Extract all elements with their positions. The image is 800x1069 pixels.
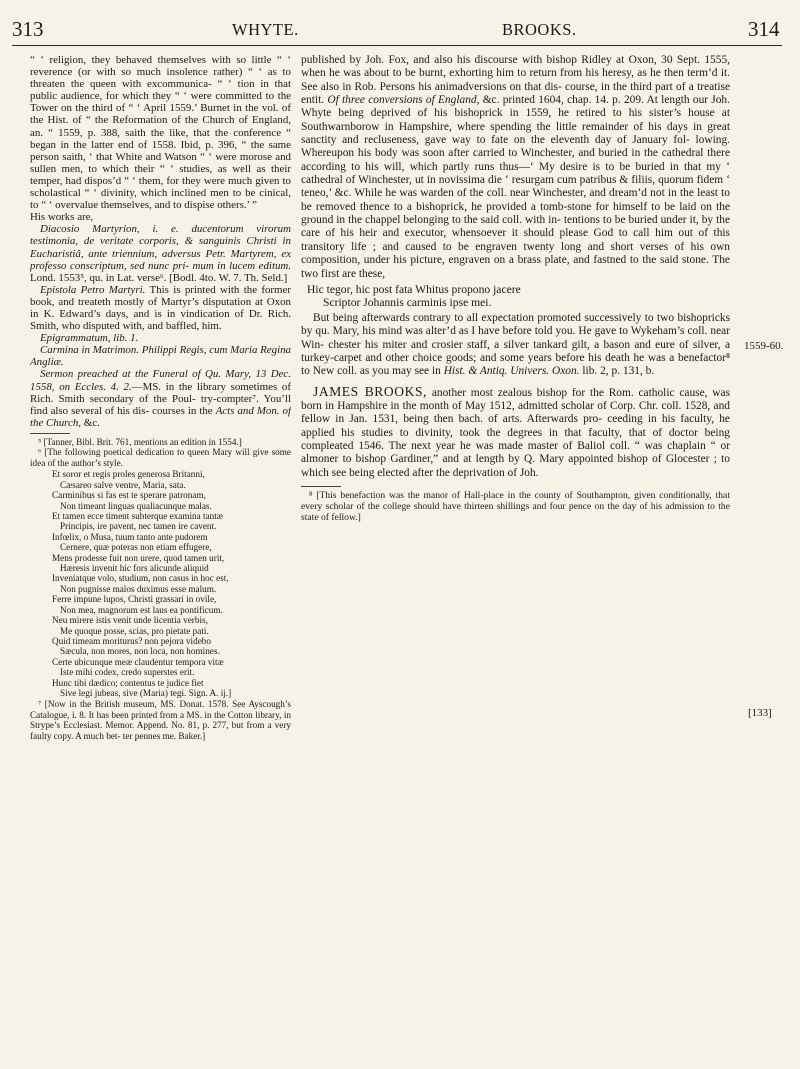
quote-paragraph: “ ‘ religion, they behaved themselves with so little “ ‘ reverence (or with so much insolence rather) “ ‘ as to threaten the queen with excommunica- “ ‘ tion in that public audience, for which they “ ‘ were committed to the Tower on the third of “ ‘ April 1559.’ Burnet in the vol. of the Hist. of “ the Reformation of the Church of England, an. “ 1559, p. 388, saith the like, that the conference “ began in the latter end of 1558. Ibid, p. 396, “ the same person saith, ‘ that White and Watson “ ‘ were morose and sullen men, to which their “ ‘ studies, as well as their temper, had dispos’d “ ‘ them, for they were much given to scholastical “ ‘ divinity, which inclined men to be cinical, to “ ‘ overvalue themselves, and to dispise others.’ ” — [30, 54, 291, 212]
margin-folio: [133] — [748, 707, 772, 719]
footnote-6: ⁶ [The following poetical dedication to queen Mary will give some idea of the author’s style. — [30, 447, 291, 468]
poem-line: Principis, ire pavent, nec tamen ire cavent. — [60, 521, 217, 532]
text: But being afterwards contrary to all expectation promoted successively to two bishopricks by qu. Mary, his mind was alter’d as I have before told you. He gave to Wykeham’s coll. near Win- chester his miter and crosier staff, a silver tankard gilt, a bason and eure of silver, a turkey-carpet and other choice goods; and some years before his death he was a benefactor⁸ to New coll. as you may see in — [301, 311, 730, 378]
right-column — [301, 54, 730, 1064]
verse-line: Scriptor Johannis carminis ipse mei. — [323, 295, 492, 309]
work-end: &c. — [83, 416, 100, 429]
work-epistola — [30, 284, 291, 332]
footnote-5: ⁵ [Tanner, Bibl. Brit. 761, mentions an edition in 1554.] — [38, 436, 242, 447]
page-number-left: 313 — [12, 17, 44, 41]
poem-line: Me quoque posse, scias, pro pietate pati. — [60, 625, 209, 636]
epitaph-verse — [307, 283, 730, 309]
text: &c. printed 1604, chap. 14. p. 209. At length our Joh. Whyte being deprived of his bishoprick in 1559, he retired to his sister’s house at Southwarnborow in Hampshire, where spending the little remainder of his days in great sanctity and recluseness, gave way to fate on the eleventh day of January fol- lowing. Whereupon his body was soon after carried to Winchester, and buried in the cathedral there according to his will, which partly runs thus—‘ My desire is to be buried in that my ‘ cathedral of Winchester, ut in novissima die ‘ resurgam cum patribus & filiis, quorum fidem ‘ teneo,’ &c. While he was warden of the coll. near Winchester, and dream’d not in the least to be removed thence to a bishoprick, he provided a tomb-stone for himself to be laid on the ground in the chappel belonging to the said coll. with in- tentions to be buried under it, by the care of his heir and executor, whensoever it should please God to call him out of this transitory life ; and caused to be engraven twenty long and short verses of his own composition, under his picture, engraven on a brass plate, and fastned to the said stone. The two first are these, — [301, 94, 730, 280]
running-head-right: BROOKS. — [502, 20, 577, 39]
work-title: Diacosio Martyrion, i. e. ducentorum virorum testimonia, de veritate corporis, & sanguinis Christi in Eucharistiâ, ante triennium, adversus Petr. Martyrem, ex professo conscriptum, sed nunc pri- mum in lucem editum. — [30, 223, 291, 272]
poem-line: Sive legi jubeas, sive (Maria) tegi. Sign. A. ij.] — [60, 687, 232, 698]
text: lib. 2, p. 131, b. — [582, 365, 655, 378]
work-date: 13 Dec. 1558, on Eccles. 4. 2. — [30, 368, 291, 393]
poem-line: Et tamen ecce timent subterque examina tantæ — [52, 511, 223, 522]
left-column — [30, 54, 291, 1064]
footnote-8: ⁸ [This benefaction was the manor of Hall-place in the county of Southampton, given conditionally, that every scholar of the college should have thirteen shillings and four pence on the day of his admission to the state of fellow.] — [301, 489, 730, 523]
poem-line: Non timeant linguas qualiacunque malas. — [60, 500, 212, 511]
poem-line: Neu mirere istis venit unde licentia verbis, — [52, 615, 208, 626]
poem-line: Inveniatque volo, studium, non casus in hoc est, — [52, 573, 229, 584]
work-carmina — [30, 344, 291, 368]
poem-line: Infœlix, o Musa, tuum tanto ante pudorem — [52, 531, 208, 542]
paragraph-whyte-death — [301, 54, 730, 281]
paragraph-brooks — [301, 385, 730, 480]
text: another most zealous bishop for the Rom. catholic cause, was born in Hampshire in the month of May 1512, admitted scholar of Corp. Chr. coll. 1528, and fellow in Jan. 1531, being then bach. of arts. Afterwards pro- ceeding in his faculty, he applied his studies to divinity, took the degrees in that faculty, that of doctor being compleated 1546. The next year he was made master of Baliol coll. “ was chaplain “ or almoner to bishop Gardiner,” and at length by Q. Mary appointed bishop of Glocester ; to which see being elected after the deprivation of Joh. — [301, 386, 730, 479]
entry-name: JAMES BROOKS, — [313, 383, 428, 399]
work-title: Epigrammatum, lib. 1. — [40, 332, 139, 345]
verse-line: Hic tegor, hic post fata Whitus propono jacere — [307, 282, 521, 296]
work-reference: Hist. & Antiq. Univers. Oxon. — [443, 365, 580, 378]
poem-line: Sæcula, non mores, non loca, non homines. — [60, 646, 220, 657]
work-details: —MS. in the library sometimes of Rich. Smith secondary of the Poul- try-compter⁷. You’ll find also several of his dis- courses in the — [30, 380, 291, 417]
running-head-left: WHYTE. — [232, 20, 299, 39]
poem-line: Cæsareo salve ventre, Maria, sata. — [60, 479, 186, 490]
work-details: Lond. 1553⁵, qu. in Lat. verse⁶. [Bodl. 4to. W. 7. Th. Seld.] — [30, 271, 288, 284]
poem-line: Et soror et regis proles generosa Britanni, — [52, 469, 205, 480]
poem-line: Non mea, magnorum est laus ea pontificum. — [60, 604, 223, 615]
work-sermon — [30, 368, 291, 428]
text: published by Joh. Fox, and also his discourse with bishop Ridley at Oxon, 30 Sept. 1555, when he was about to be burnt, exhorting him to return from his heresy, as he then term’d it. See also in Rob. Persons his animadversions on that dis- course, in the third part of a treatise entit. — [301, 54, 730, 107]
poem-line: Iste mihi codex, credo superstes erit. — [60, 667, 195, 678]
poem-line: Hæresis invenit hic fors alicunde aliquid — [60, 563, 209, 574]
footnote-rule — [301, 486, 341, 487]
work-reference: Acts and Mon. of the Church, — [30, 404, 291, 429]
work-diacosio — [30, 223, 291, 283]
poem-line: Mens prodesse fuit non urere, quod tamen urit, — [52, 552, 225, 563]
poem-line: Ferre impune lupos, Christi grassari in ovile, — [52, 594, 217, 605]
work-title: Epistola Petro Martyri. — [40, 283, 146, 296]
header-rule — [12, 45, 782, 46]
poem-line: Quid timeam moriturus? non pejora videbo — [52, 635, 211, 646]
margin-date: 1559-60. — [744, 340, 784, 352]
work-title: Sermon preached at the Funeral of Qu. Mary, — [40, 368, 252, 381]
poem-line: Non pugnisse malos duximus esse malum. — [60, 583, 217, 594]
poem-line: Cernere, quæ poteras non etiam effugere, — [60, 542, 212, 553]
page-number-right: 314 — [748, 17, 780, 41]
poem-line: Certe ubicunque meæ claudentur tempora vitæ — [52, 656, 224, 667]
footnote-7: ⁷ [Now in the British museum, MS. Donat. 1578. See Ayscough’s Catalogue, i. 8. It has been printed from a MS. in the Cotton library, in Strype’s Ecclesiast. Memor. Append. No. 81, p. 277, but from a very faulty copy. A much bet- ter pennes me. Baker.] — [30, 699, 291, 741]
poem-line: Hunc tibi dædico; contentus te judice fiet — [52, 677, 204, 688]
paragraph-promotion — [301, 312, 730, 379]
footnote-rule — [30, 433, 70, 434]
work-details: This is printed with the former book, and treateth mostly of Martyr’s disputation at Oxon in K. Edward’s days, and is in vindication of Dr. Rich. Smith, who disputed with, and baffled, him. — [30, 283, 291, 333]
works-intro: His works are, — [30, 211, 94, 224]
work-epigrammatum — [30, 332, 291, 344]
dedication-poem — [52, 469, 291, 698]
poem-line: Carminibus si fas est te sperare patronam, — [52, 490, 206, 501]
work-title: Of three conversions of England, — [327, 94, 480, 107]
work-title: Carmina in Matrimon. Philippi Regis, cum Maria Regina Angliæ. — [30, 344, 291, 369]
